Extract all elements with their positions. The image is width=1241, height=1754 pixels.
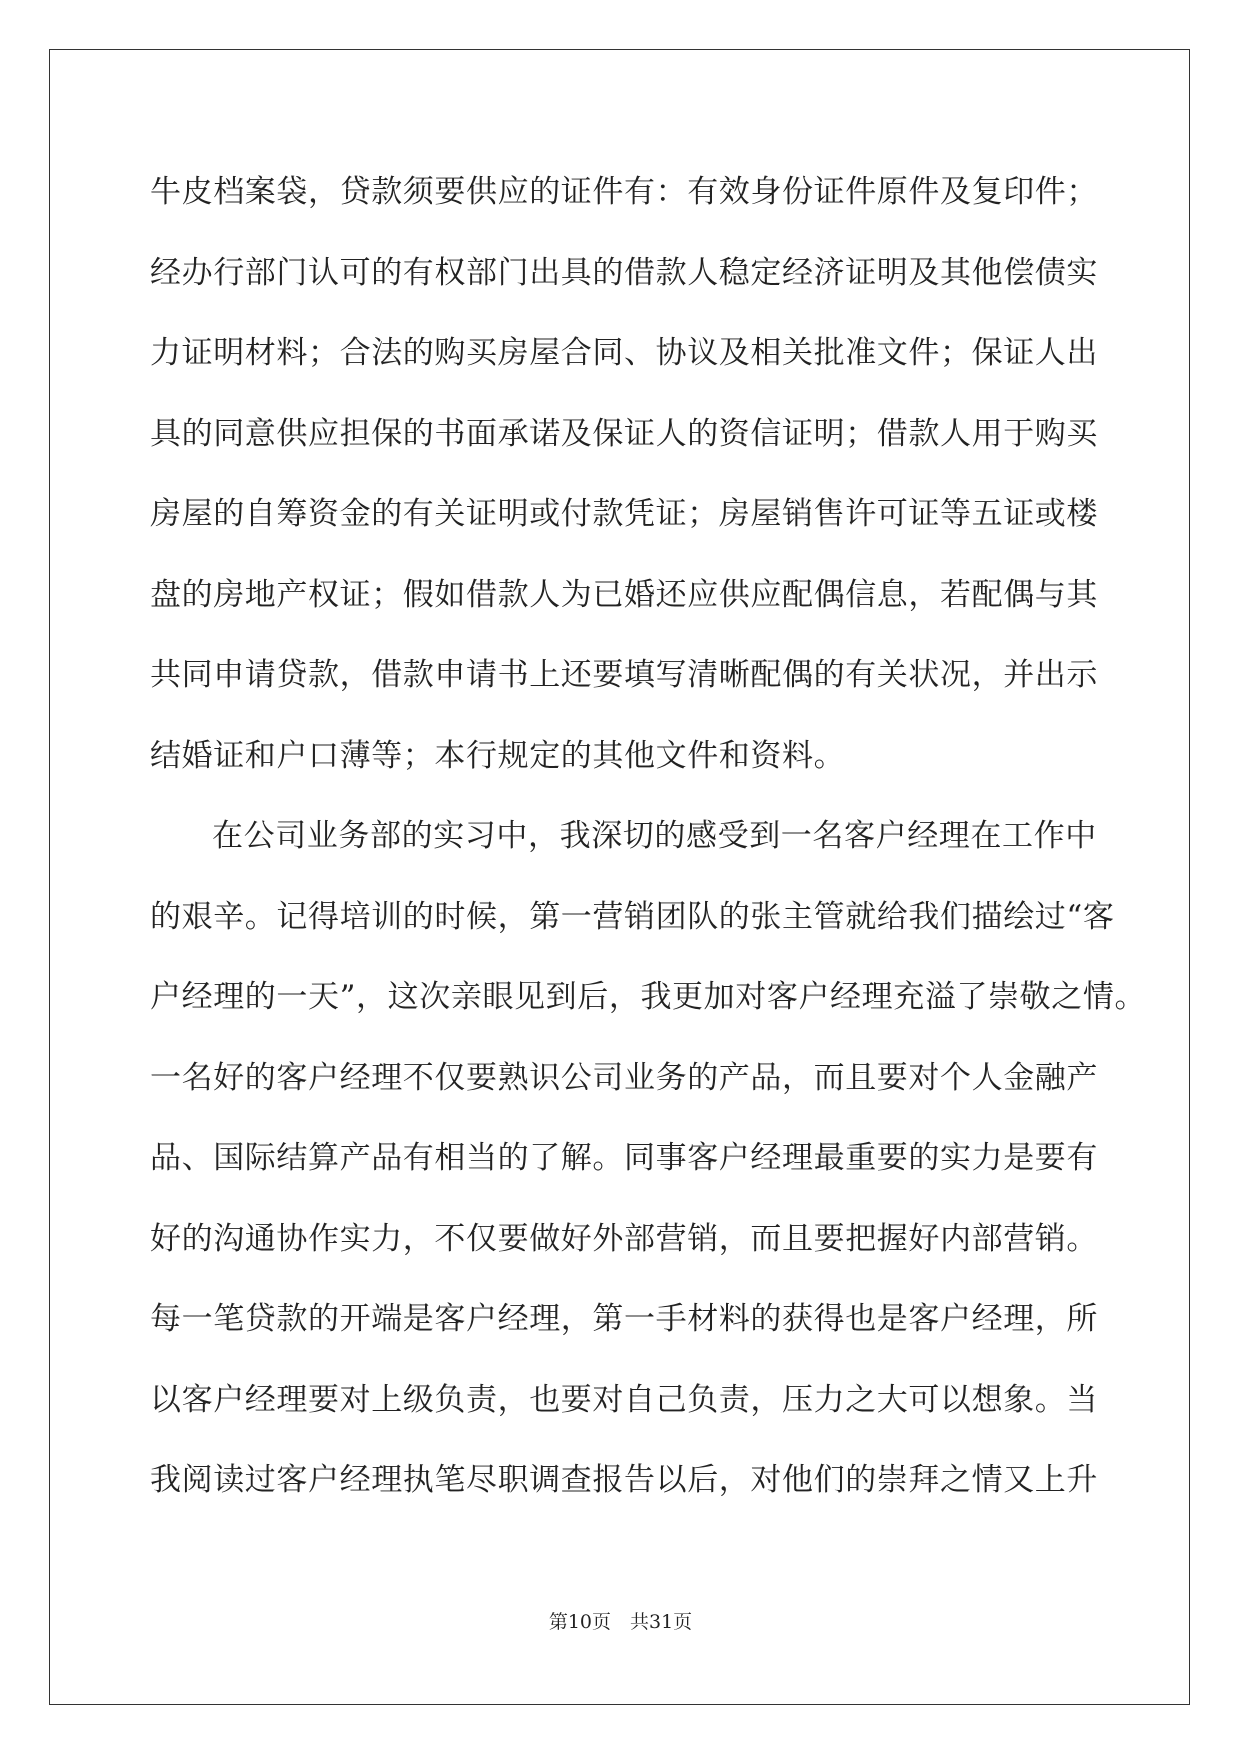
- document-body: [150, 162, 1147, 1531]
- paragraph-start-line: 在公司业务部的实习中，我深切的感受到一名客户经理在工作中: [212, 818, 1097, 854]
- text-line: 户经理的一天”，这次亲眼见到后，我更加对客户经理充溢了崇敬之情。: [150, 979, 1147, 1015]
- text-line: 牛皮档案袋，贷款须要供应的证件有：有效身份证件原件及复印件；: [150, 174, 1098, 210]
- text-line: 经办行部门认可的有权部门出具的借款人稳定经济证明及其他偿债实: [150, 254, 1098, 291]
- text-line: 好的沟通协作实力，不仅要做好外部营销，而且要把握好内部营销。: [150, 1220, 1098, 1257]
- text-line: 结婚证和户口薄等；本行规定的其他文件和资料。: [150, 737, 846, 774]
- text-line: 我阅读过客户经理执笔尽职调查报告以后，对他们的崇拜之情又上升: [150, 1462, 1098, 1498]
- text-line: 品、国际结算产品有相当的了解。同事客户经理最重要的实力是要有: [150, 1140, 1098, 1176]
- text-line: 力证明材料；合法的购买房屋合同、协议及相关批准文件；保证人出: [150, 335, 1098, 371]
- text-line: 房屋的自筹资金的有关证明或付款凭证；房屋销售许可证等五证或楼: [150, 496, 1098, 532]
- text-line: 共同申请贷款，借款申请书上还要填写清晰配偶的有关状况，并出示: [150, 657, 1098, 693]
- text-line: 一名好的客户经理不仅要熟识公司业务的产品，而且要对个人金融产: [150, 1059, 1098, 1096]
- text-line: 每一笔贷款的开端是客户经理，第一手材料的获得也是客户经理，所: [150, 1301, 1098, 1337]
- text-line: 以客户经理要对上级负责，也要对自己负责，压力之大可以想象。当: [150, 1381, 1098, 1418]
- text-line: 具的同意供应担保的书面承诺及保证人的资信证明；借款人用于购买: [150, 415, 1098, 452]
- text-line: 盘的房地产权证；假如借款人为已婚还应供应配偶信息，若配偶与其: [150, 576, 1098, 613]
- page-number-footer: 第10页 共31页: [548, 1611, 693, 1633]
- text-line: 的艰辛。记得培训的时候，第一营销团队的张主管就给我们描绘过“客: [150, 898, 1115, 935]
